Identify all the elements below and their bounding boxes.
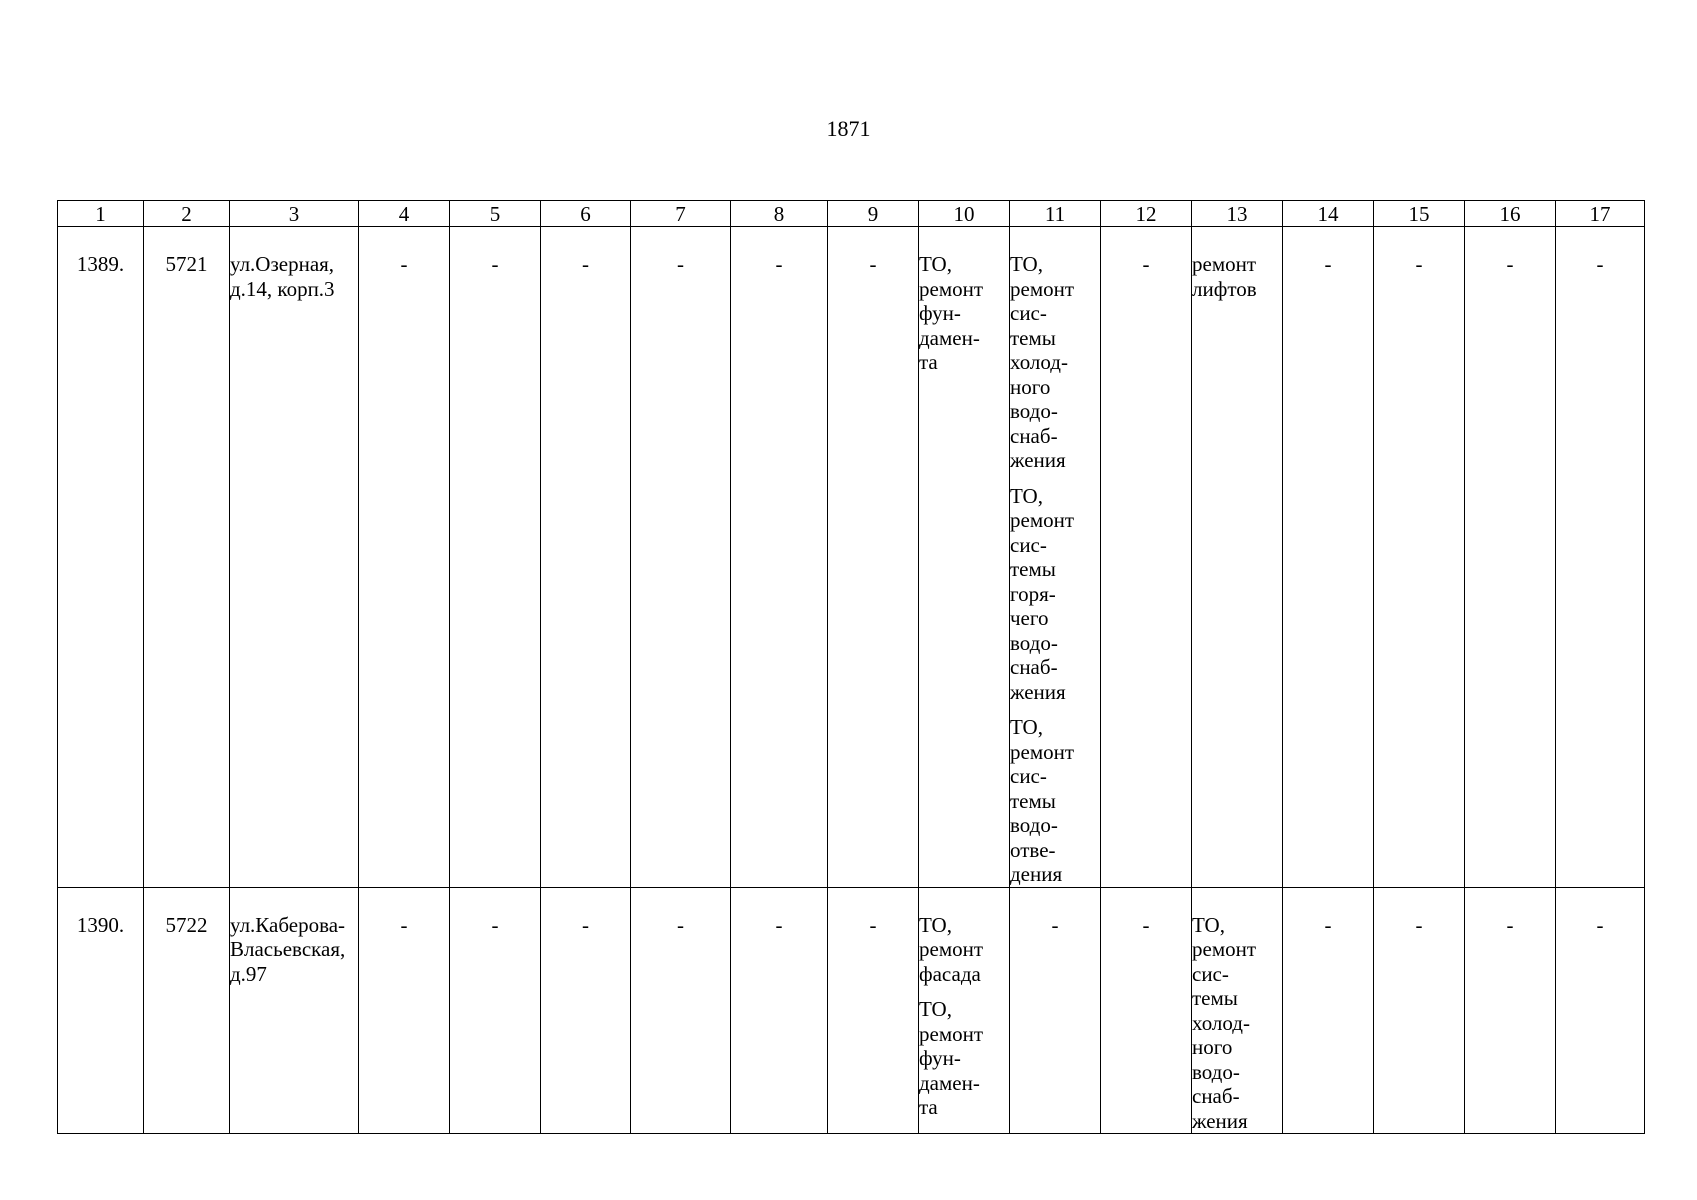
column-number-row <box>58 201 1645 227</box>
cell-col-10 <box>919 227 1010 888</box>
cell-col-17: - <box>1556 887 1645 1134</box>
column-header-3: 3 <box>230 201 359 227</box>
address-text: ул.Озерная, д.14, корп.3 <box>230 252 335 301</box>
cell-col-7: - <box>631 887 731 1134</box>
work-item: ТО, ремонт сис- темы водо- отве- дения <box>1010 715 1075 886</box>
address-text: ул.Каберова- Власьевская, д.97 <box>230 912 346 986</box>
building-code: 5722 <box>144 887 230 1134</box>
work-item: ТО, ремонт сис- темы горя- чего водо- снаб- жения <box>1010 483 1075 704</box>
cell-col-4: - <box>359 227 450 888</box>
cell-col-11 <box>1010 227 1101 888</box>
cell-col-8: - <box>731 227 828 888</box>
building-code: 5721 <box>144 227 230 888</box>
cell-col-5: - <box>450 887 541 1134</box>
building-address <box>230 227 359 888</box>
cell-col-6: - <box>541 887 631 1134</box>
column-header-11: 11 <box>1010 201 1101 227</box>
building-address <box>230 887 359 1134</box>
column-header-5: 5 <box>450 201 541 227</box>
page-number: 1871 <box>826 116 871 141</box>
cell-col-8: - <box>731 887 828 1134</box>
cell-col-13 <box>1192 227 1283 888</box>
column-header-13: 13 <box>1192 201 1283 227</box>
cell-col-9: - <box>828 227 919 888</box>
column-header-8: 8 <box>731 201 828 227</box>
cell-col-12: - <box>1101 887 1192 1134</box>
cell-col-15: - <box>1374 887 1465 1134</box>
column-header-2: 2 <box>144 201 230 227</box>
cell-col-7: - <box>631 227 731 888</box>
cell-col-16: - <box>1465 887 1556 1134</box>
column-header-1: 1 <box>58 201 144 227</box>
column-header-12: 12 <box>1101 201 1192 227</box>
column-header-4: 4 <box>359 201 450 227</box>
cell-col-16: - <box>1465 227 1556 888</box>
column-header-17: 17 <box>1556 201 1645 227</box>
cell-col-13 <box>1192 887 1283 1134</box>
cell-col-11: - <box>1010 887 1101 1134</box>
column-header-16: 16 <box>1465 201 1556 227</box>
capital-repair-table <box>57 200 1645 1134</box>
cell-col-5: - <box>450 227 541 888</box>
work-item: ТО, ремонт сис- темы холод- ного водо- снаб- жения <box>1010 252 1075 472</box>
column-header-15: 15 <box>1374 201 1465 227</box>
cell-col-15: - <box>1374 227 1465 888</box>
cell-col-6: - <box>541 227 631 888</box>
column-header-14: 14 <box>1283 201 1374 227</box>
cell-col-4: - <box>359 887 450 1134</box>
column-header-6: 6 <box>541 201 631 227</box>
cell-col-10 <box>919 887 1010 1134</box>
table-row-1389 <box>58 227 1645 888</box>
cell-col-12: - <box>1101 227 1192 888</box>
work-item: ТО, ремонт фун- дамен- та <box>919 997 984 1119</box>
column-header-10: 10 <box>919 201 1010 227</box>
work-item: ТО, ремонт сис- темы холод- ного водо- снаб- жения <box>1192 912 1257 1133</box>
column-header-9: 9 <box>828 201 919 227</box>
work-item: ремонт лифтов <box>1192 252 1257 301</box>
table-row-1390 <box>58 887 1645 1134</box>
work-item: ТО, ремонт фун- дамен- та <box>919 252 984 374</box>
cell-col-9: - <box>828 887 919 1134</box>
work-item: ТО, ремонт фасада <box>919 912 984 986</box>
row-number: 1389. <box>58 227 144 888</box>
cell-col-14: - <box>1283 227 1374 888</box>
cell-col-14: - <box>1283 887 1374 1134</box>
column-header-7: 7 <box>631 201 731 227</box>
row-number: 1390. <box>58 887 144 1134</box>
cell-col-17: - <box>1556 227 1645 888</box>
